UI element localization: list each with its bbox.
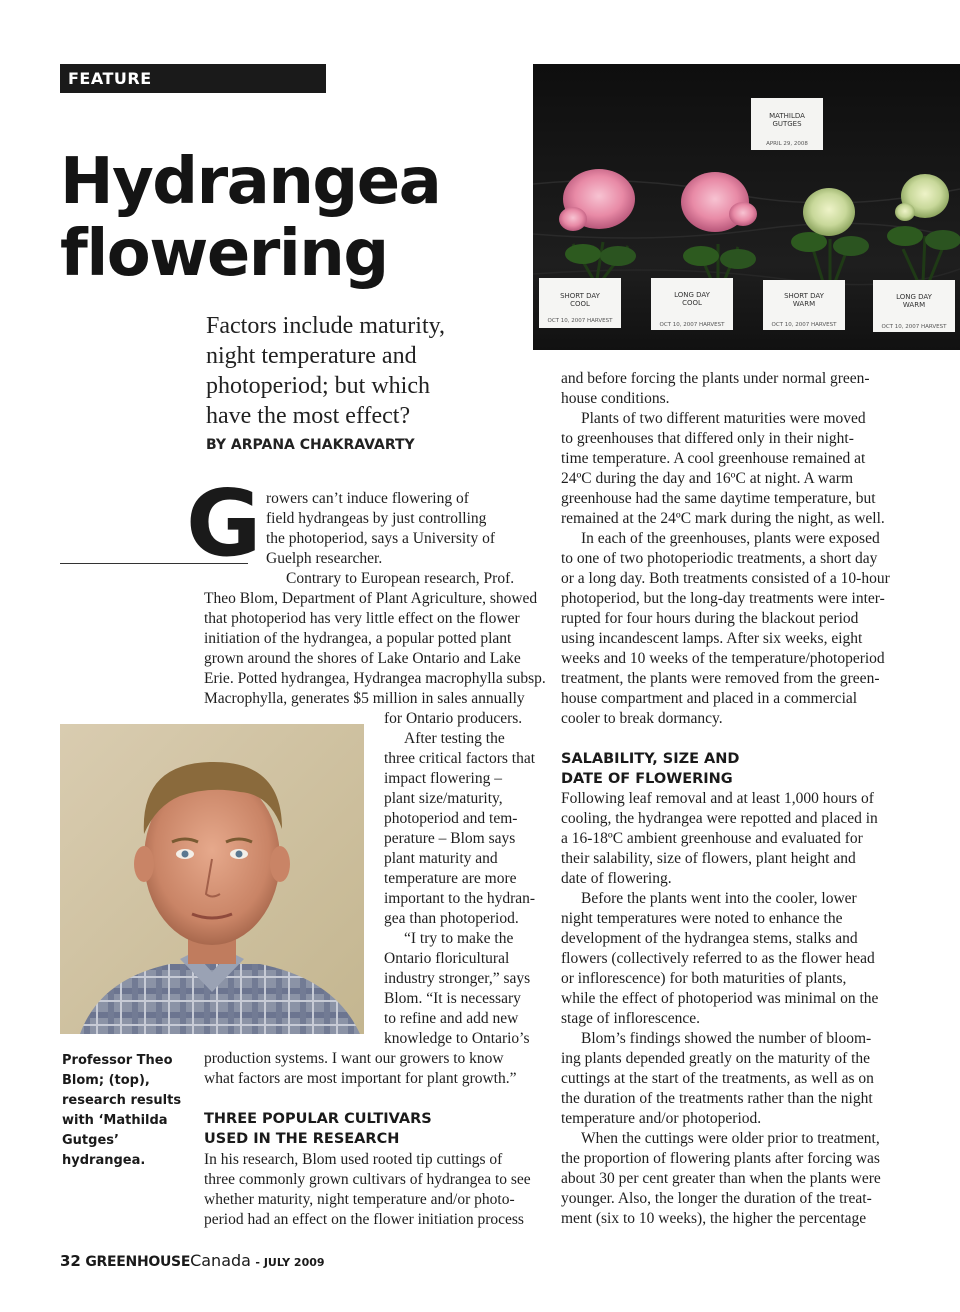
- label-text: OCT 10, 2007 HARVEST: [547, 318, 613, 324]
- treatment-label: [873, 280, 955, 332]
- label-text: COOL: [570, 300, 590, 308]
- portrait-svg: [60, 724, 364, 1034]
- text-line: Following leaf removal and at least 1,000 hours of: [561, 790, 874, 807]
- text-line: greenhouse had the same daytime temperature, but: [561, 490, 876, 507]
- text-line: Macrophylla, generates $5 million in sales annually: [204, 690, 525, 707]
- leaf-shape: [925, 230, 960, 250]
- label-text: LONG DAY: [674, 291, 710, 299]
- bloom-shape: [895, 203, 915, 221]
- caption-line: Professor Theo: [62, 1053, 173, 1068]
- sign-text: GUTGES: [772, 120, 802, 128]
- text-line: impact flowering –: [384, 770, 502, 787]
- ear: [134, 846, 154, 882]
- text-line: When the cuttings were older prior to treatment,: [581, 1130, 880, 1147]
- text-line: ment (six to 10 weeks), the higher the percentage: [561, 1210, 867, 1227]
- text-line: Plants of two different maturities were moved: [581, 410, 866, 427]
- text-line: night temperatures were noted to enhance the: [561, 910, 843, 927]
- caption-line: hydrangea.: [62, 1153, 146, 1168]
- label-text: OCT 10, 2007 HARVEST: [881, 324, 947, 330]
- leaf-shape: [887, 226, 923, 246]
- text-line: Blom. “It is necessary: [384, 990, 521, 1007]
- text-line: a 16-18ºC ambient greenhouse and evaluated for: [561, 830, 863, 847]
- text-line: three commonly grown cultivars of hydrangea to see: [204, 1171, 531, 1188]
- text-line: industry stronger,” says: [384, 970, 531, 987]
- label-text: WARM: [792, 300, 816, 308]
- hydrangea-photo-svg: [533, 64, 960, 350]
- text-line: Before the plants went into the cooler, lower: [581, 890, 857, 907]
- paragraph-narrow: [384, 709, 554, 1049]
- deck-line: have the most effect?: [206, 403, 411, 429]
- article-deck: [206, 311, 526, 431]
- text-line: grown around the shores of Lake Ontario and Lake: [204, 650, 521, 667]
- text-line: about 30 per cent greater than when the plants were: [561, 1170, 881, 1187]
- text-line: temperature and/or photoperiod.: [561, 1110, 762, 1127]
- article-title: [60, 146, 540, 290]
- text-line: perature – Blom says: [384, 830, 516, 847]
- paragraph-2: [204, 569, 549, 709]
- paragraph-4: [204, 1150, 549, 1230]
- deck-line: night temperature and: [206, 343, 417, 369]
- text-line: what factors are most important for plant growth.”: [204, 1070, 517, 1087]
- text-line: knowledge to Ontario’s: [384, 1030, 530, 1047]
- text-line: initiation of the hydrangea, a popular potted plant: [204, 630, 512, 647]
- text-line: the duration of the treatments rather than the night: [561, 1090, 873, 1107]
- text-line: using incandescent lamps. After six weeks, eight: [561, 630, 863, 647]
- issue-date: - JULY 2009: [255, 1256, 325, 1269]
- text-line: cooling, the hydrangea were repotted and placed in: [561, 810, 878, 827]
- text-line: In each of the greenhouses, plants were exposed: [581, 530, 880, 547]
- subhead-line: SALABILITY, SIZE AND: [561, 751, 740, 767]
- page-number: 32: [60, 1252, 81, 1270]
- text-line: important to the hydran-: [384, 890, 536, 907]
- text-line: weeks and 10 weeks of the temperature/photoperiod: [561, 650, 885, 667]
- treatment-label: [763, 280, 845, 330]
- deck-line: Factors include maturity,: [206, 313, 446, 339]
- text-line: photoperiod, but the long-day treatments were inter-: [561, 590, 885, 607]
- title-line: Hydrangea: [60, 145, 441, 219]
- bloom-shape: [729, 202, 757, 226]
- subhead-salability: [561, 749, 739, 789]
- text-line: for Ontario producers.: [384, 710, 523, 727]
- text-line: field hydrangeas by just controlling: [266, 510, 487, 527]
- sign-text: APRIL 29, 2008: [766, 141, 808, 147]
- text-line: gea than photoperiod.: [384, 910, 519, 927]
- subhead-line: DATE OF FLOWERING: [561, 771, 733, 787]
- leaf-shape: [683, 246, 719, 266]
- text-line: cuttings at the start of the treatments, as well as on: [561, 1070, 874, 1087]
- deck-line: photoperiod; but which: [206, 373, 430, 399]
- text-line: 24ºC during the day and 16ºC at night. A warm: [561, 470, 854, 487]
- text-line: date of flowering.: [561, 870, 672, 887]
- text-line: and before forcing the plants under normal green-: [561, 370, 870, 387]
- text-line: Guelph researcher.: [266, 550, 383, 567]
- text-line: house conditions.: [561, 390, 670, 407]
- text-line: plant maturity and: [384, 850, 498, 867]
- magazine-brand: GREENHOUSE: [85, 1254, 191, 1270]
- label-text: OCT 10, 2007 HARVEST: [771, 322, 837, 328]
- text-line: Ontario floricultural: [384, 950, 510, 967]
- paragraph-3: [204, 1049, 549, 1089]
- text-line: “I try to make the: [404, 930, 514, 947]
- sign-text: MATHILDA: [769, 112, 805, 120]
- text-line: Contrary to European research, Prof.: [286, 570, 515, 587]
- label-text: OCT 10, 2007 HARVEST: [659, 322, 725, 328]
- text-line: their salability, size of flowers, plant height and: [561, 850, 856, 867]
- label-text: COOL: [682, 299, 702, 307]
- text-line: development of the hydrangea stems, stalks and: [561, 930, 858, 947]
- text-line: house compartment and placed in a commercial: [561, 690, 858, 707]
- text-line: that photoperiod has very little effect on the flower: [204, 610, 520, 627]
- caption-line: Gutges’: [62, 1133, 119, 1148]
- bloom-shape: [803, 188, 855, 236]
- text-line: Theo Blom, Department of Plant Agriculture, showed: [204, 590, 538, 607]
- caption-line: with ‘Mathilda: [62, 1113, 168, 1128]
- page-footer: [60, 1251, 325, 1270]
- text-line: the proportion of flowering plants after forcing was: [561, 1150, 880, 1167]
- text-line: remained at the 24ºC mark during the night, as well.: [561, 510, 885, 527]
- label-text: SHORT DAY: [560, 292, 600, 300]
- text-line: rowers can’t induce flowering of: [266, 490, 469, 507]
- intro-paragraph: [266, 489, 536, 569]
- text-line: production systems. I want our growers to know: [204, 1050, 504, 1067]
- text-line: whether maturity, night temperature and/or photo-: [204, 1191, 515, 1208]
- right-column-part-1: [561, 369, 906, 729]
- portrait-photo: [60, 724, 364, 1034]
- treatment-label: [539, 278, 621, 328]
- leaf-shape: [720, 249, 756, 269]
- text-line: rupted for four hours during the blackout period: [561, 610, 859, 627]
- title-line: flowering: [60, 217, 388, 291]
- photo-caption: [62, 1051, 192, 1171]
- text-line: to refine and add new: [384, 1010, 519, 1027]
- leaf-shape: [833, 236, 869, 256]
- section-label: FEATURE: [60, 64, 326, 93]
- text-line: to greenhouses that differed only in their night-: [561, 430, 854, 447]
- hydrangea-research-photo: [533, 64, 960, 350]
- text-line: cooler to break dormancy.: [561, 710, 723, 727]
- leaf-shape: [565, 244, 601, 264]
- right-column-part-2: [561, 789, 906, 1229]
- drop-cap: G: [186, 470, 262, 577]
- leaf-shape: [600, 246, 636, 266]
- label-text: WARM: [902, 301, 926, 309]
- text-line: to one of two photoperiodic treatments, a short day: [561, 550, 878, 567]
- text-line: After testing the: [404, 730, 505, 747]
- text-line: stage of inflorescence.: [561, 1010, 701, 1027]
- caption-line: research results: [62, 1093, 182, 1108]
- byline: BY ARPANA CHAKRAVARTY: [206, 437, 415, 453]
- caption-line: Blom; (top),: [62, 1073, 150, 1088]
- text-line: treatment, the plants were removed from the green-: [561, 670, 880, 687]
- text-line: period had an effect on the flower initiation process: [204, 1211, 524, 1228]
- text-line: temperature are more: [384, 870, 517, 887]
- text-line: flowers (collectively referred to as the flower head: [561, 950, 875, 967]
- magazine-brand-suffix: Canada: [190, 1251, 251, 1270]
- text-line: younger. Also, the longer the duration of the treat-: [561, 1190, 872, 1207]
- text-line: Erie. Potted hydrangea, Hydrangea macrophylla subsp.: [204, 670, 546, 687]
- text-line: three critical factors that: [384, 750, 536, 767]
- bloom-shape: [559, 207, 587, 231]
- text-line: In his research, Blom used rooted tip cuttings of: [204, 1151, 503, 1168]
- subhead-cultivars: [204, 1109, 432, 1149]
- text-line: Blom’s findings showed the number of bloom-: [581, 1030, 872, 1047]
- text-line: or a long day. Both treatments consisted of a 10-hour: [561, 570, 890, 587]
- label-text: LONG DAY: [896, 293, 932, 301]
- iris: [182, 851, 189, 858]
- label-text: SHORT DAY: [784, 292, 824, 300]
- text-line: plant size/maturity,: [384, 790, 503, 807]
- text-line: ing plants depended greatly on the maturity of the: [561, 1050, 871, 1067]
- subhead-line: THREE POPULAR CULTIVARS: [204, 1111, 432, 1127]
- iris: [236, 851, 243, 858]
- ear: [270, 846, 290, 882]
- text-line: or inflorescence) for both maturities of plants,: [561, 970, 847, 987]
- treatment-label: [651, 278, 733, 330]
- text-line: the photoperiod, says a University of: [266, 530, 496, 547]
- text-line: time temperature. A cool greenhouse remained at: [561, 450, 866, 467]
- subhead-line: USED IN THE RESEARCH: [204, 1131, 400, 1147]
- text-line: while the effect of photoperiod was minimal on the: [561, 990, 879, 1007]
- text-line: photoperiod and tem-: [384, 810, 518, 827]
